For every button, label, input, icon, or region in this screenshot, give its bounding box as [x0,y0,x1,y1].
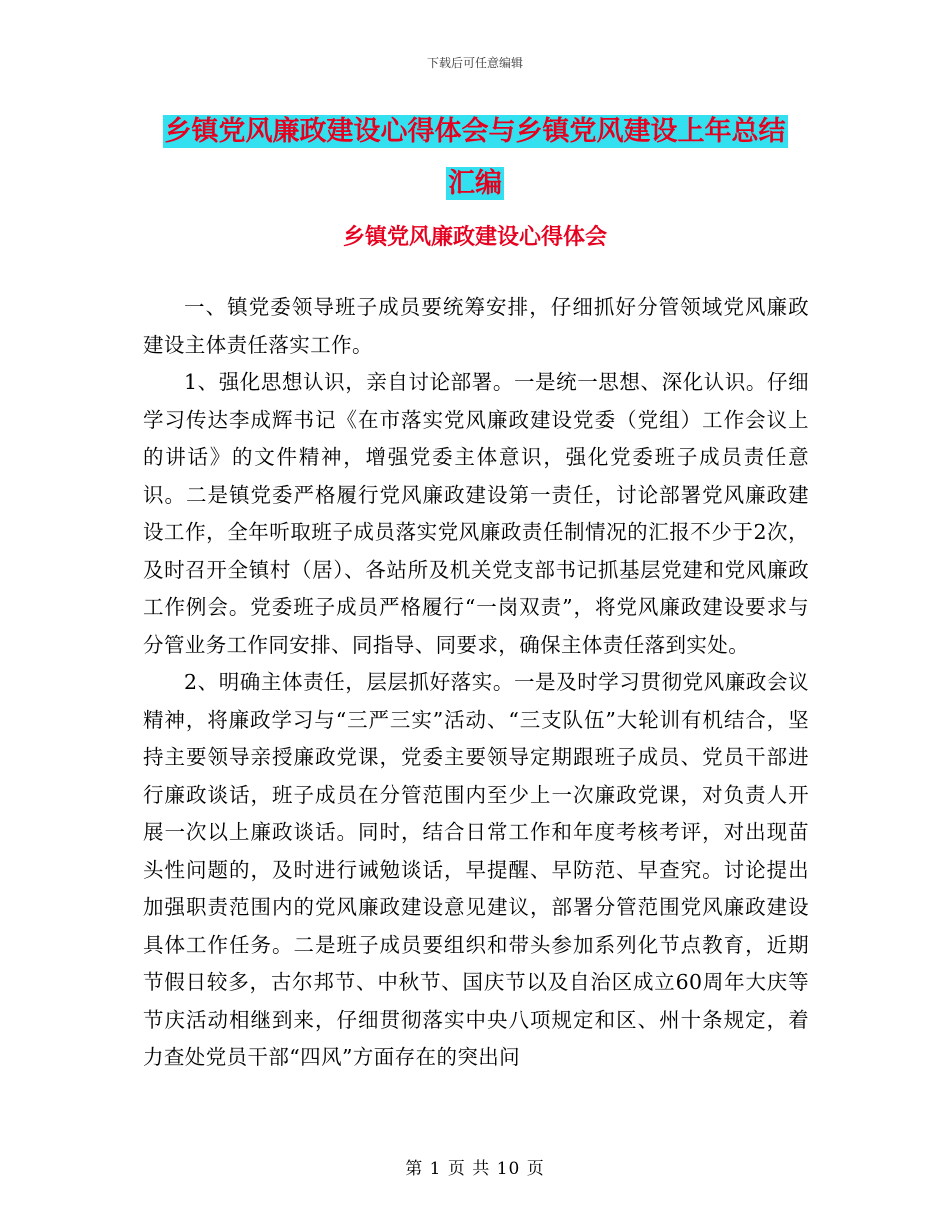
document-title-line-2: 汇编 [448,168,502,199]
paragraph: 2、明确主体责任，层层抓好落实。一是及时学习贯彻党风廉政会议精神，将廉政学习与“三严三实”活动、“三支队伍”大轮训有机结合，坚持主要领导亲授廉政党课，党委主要领导定期跟班子成员、党员干部进行廉政谈话，班子成员在分管范围内至少上一次廉政党课，对负责人开展一次以上廉政谈话。同时，结合日常工作和年度考核考评，对出现苗头性问题的，及时进行诫勉谈话，早提醒、早防范、早查究。讨论提出加强职责范围内的党风廉政建设意见建议，部署分管范围党风廉政建设具体工作任务。二是班子成员要组织和带头参加系列化节点教育，近期节假日较多，古尔邦节、中秋节、国庆节以及自治区成立60周年大庆等节庆活动相继到来，仔细贯彻落实中央八项规定和区、州十条规定，着力查处党员干部“四风”方面存在的突出问 [143,670,809,1069]
document-title [145,106,805,210]
paragraph: 1、强化思想认识，亲自讨论部署。一是统一思想、深化认识。仔细学习传达李成辉书记《在市落实党风廉政建设党委（党组）工作会议上的讲话》的文件精神，增强党委主体意识，强化党委班子成员责任意识。二是镇党委严格履行党风廉政建设第一责任，讨论部署党风廉政建设工作，全年听取班子成员落实党风廉政责任制情况的汇报不少于2次，及时召开全镇村（居）、各站所及机关党支部书记抓基层党建和党风廉政工作例会。党委班子成员严格履行“一岗双责”，将党风廉政建设要求与分管业务工作同安排、同指导、同要求，确保主体责任落到实处。 [143,370,809,657]
section-title: 乡镇党风廉政建设心得体会 [342,225,607,250]
header-note: 下载后可任意编辑 [426,56,523,70]
body-text [143,289,809,1077]
paragraph: 一、镇党委领导班子成员要统筹安排，仔细抓好分管领域党风廉政建设主体责任落实工作。 [143,295,809,357]
page-footer: 第 1 页 共 10 页 [405,1159,545,1179]
document-title-line-1: 乡镇党风廉政建设心得体会与乡镇党风建设上年总结 [164,116,786,147]
